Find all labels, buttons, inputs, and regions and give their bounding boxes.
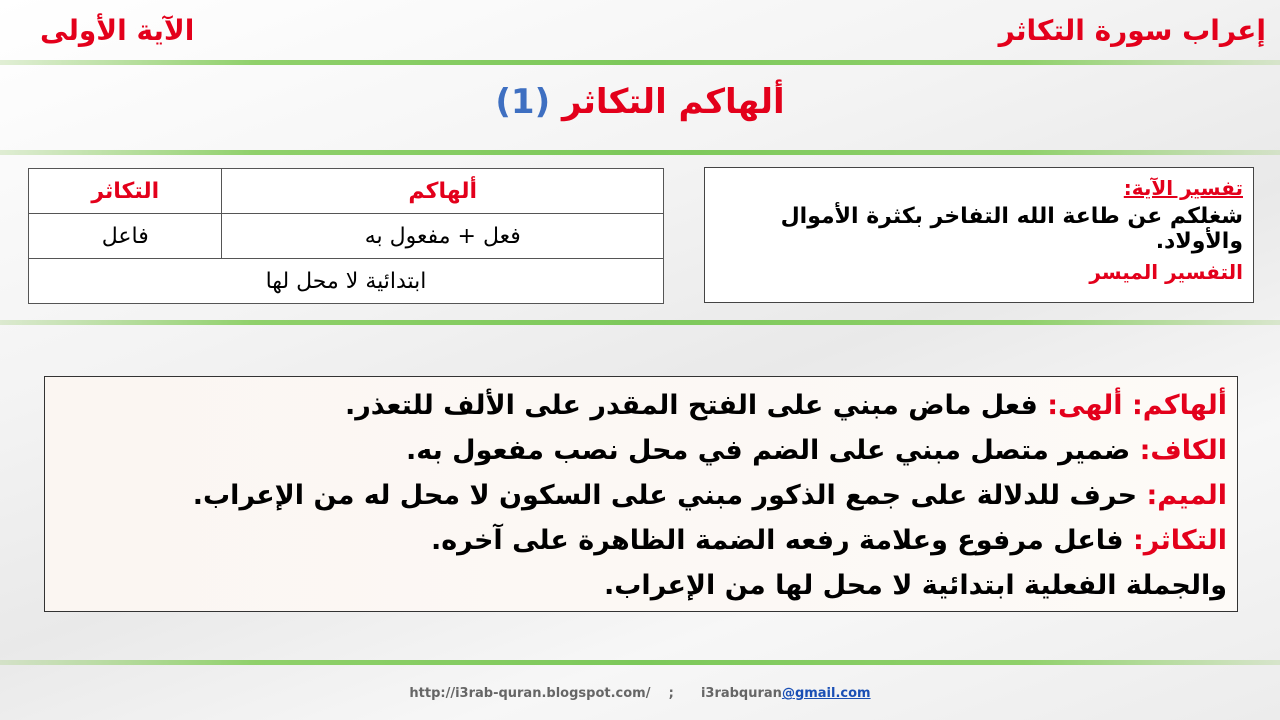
table-header-cell: التكاثر: [29, 169, 222, 214]
parse-table: [28, 168, 664, 304]
surah-title: إعراب سورة التكاثر: [998, 14, 1266, 47]
tafsir-label: تفسير الآية:: [1123, 176, 1243, 200]
table-row: [29, 169, 664, 214]
divider-bottom: [0, 660, 1280, 665]
footer: [0, 686, 1280, 701]
table-row: [29, 259, 664, 304]
irab-text: حرف للدلالة على جمع الذكور مبني على السكون لا محل له من الإعراب.: [192, 480, 1147, 511]
irab-line: [55, 518, 1227, 563]
email-user: i3rabquran: [700, 686, 782, 701]
irab-line: [55, 428, 1227, 473]
irab-text: ضمير متصل مبني على الضم في محل نصب مفعول به.: [406, 435, 1140, 466]
irab-key: الميم:: [1146, 480, 1227, 511]
irab-key: الكاف:: [1139, 435, 1227, 466]
blog-link[interactable]: http://i3rab-quran.blogspot.com/: [409, 686, 651, 701]
email-domain: @gmail.com: [781, 686, 871, 701]
irab-line: [55, 383, 1227, 428]
irab-text: فاعل مرفوع وعلامة رفعه الضمة الظاهرة على آخره.: [430, 525, 1133, 556]
irab-key: التكاثر:: [1133, 525, 1227, 556]
table-cell-sentence: ابتدائية لا محل لها: [29, 259, 664, 304]
irab-text: والجملة الفعلية ابتدائية لا محل لها من الإعراب.: [604, 570, 1227, 601]
tafsir-source: التفسير الميسر: [1089, 260, 1243, 284]
footer-separator: ;: [668, 686, 674, 701]
table-row: [29, 214, 664, 259]
irab-key: ألهاكم: ألهى:: [1047, 390, 1227, 421]
ayah-number: (1): [495, 82, 551, 122]
table-header-cell: ألهاكم: [222, 169, 664, 214]
irab-text: فعل ماض مبني على الفتح المقدر على الألف للتعذر.: [344, 390, 1048, 421]
divider-middle: [0, 150, 1280, 155]
ayah-label: الآية الأولى: [40, 14, 195, 47]
irab-line: [55, 473, 1227, 518]
table-cell: فعل + مفعول به: [222, 214, 664, 259]
divider-lower: [0, 320, 1280, 325]
tafsir-box: [704, 167, 1254, 303]
irab-box: [44, 376, 1238, 612]
email-link[interactable]: [701, 686, 871, 701]
table-cell: فاعل: [29, 214, 222, 259]
tafsir-text: شغلكم عن طاعة الله التفاخر بكثرة الأموال والأولاد.: [780, 204, 1243, 254]
divider-top: [0, 60, 1280, 65]
ayah-text: ألهاكم التكاثر: [561, 82, 785, 122]
ayah-title: [0, 82, 1280, 122]
irab-line: [55, 563, 1227, 608]
